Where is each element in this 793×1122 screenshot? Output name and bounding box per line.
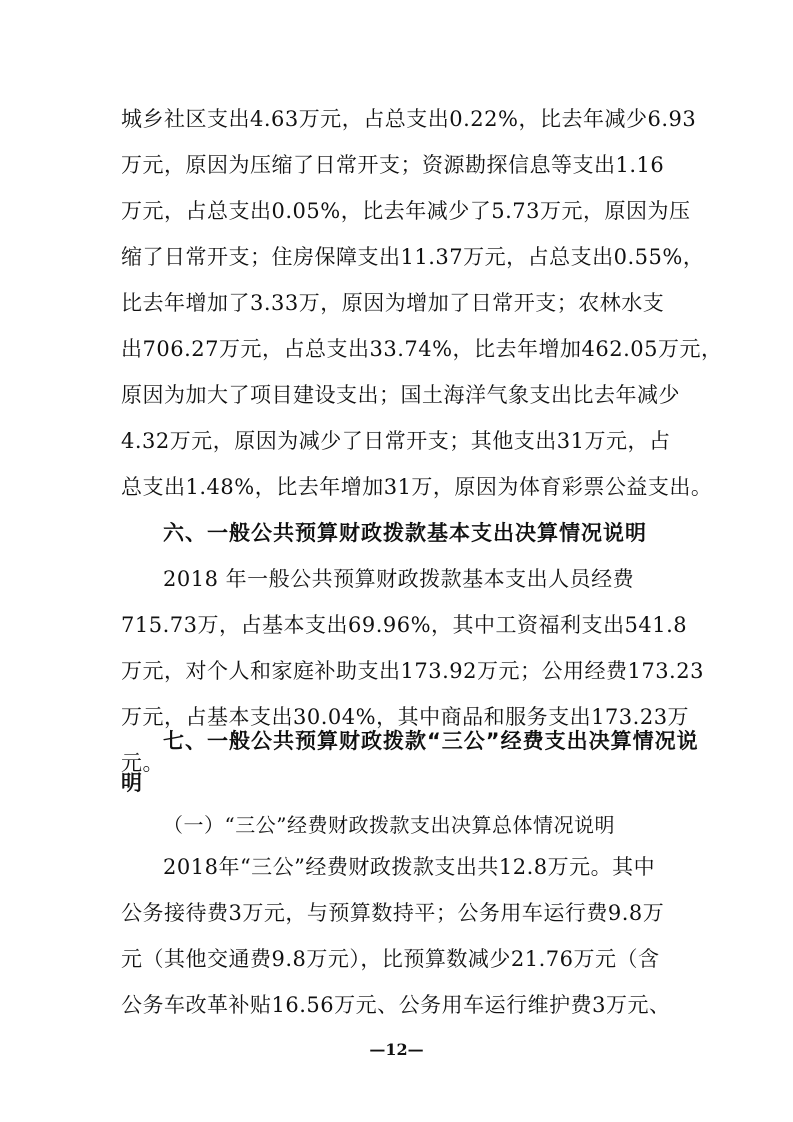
paragraph-line: 4.32万元，原因为减少了日常开支；其他支出31万元，占 [121, 429, 671, 453]
paragraph-line: 2018 年一般公共预算财政拨款基本支出人员经费 [163, 567, 635, 591]
paragraph-line: 公务车改革补贴16.56万元、公务用车运行维护费3万元、 [121, 993, 671, 1017]
paragraph-line: 原因为加大了项目建设支出；国土海洋气象支出比去年减少 [121, 383, 680, 407]
paragraph-line: 比去年增加了3.33万，原因为增加了日常开支；农林水支 [121, 291, 665, 315]
paragraph-line: 万元，占基本支出30.04%，其中商品和服务支出173.23万 [121, 705, 690, 729]
paragraph-line: 总支出1.48%，比去年增加31万，原因为体育彩票公益支出。 [121, 475, 713, 499]
paragraph-line: 缩了日常开支；住房保障支出11.37万元，占总支出0.55%， [121, 245, 705, 269]
paragraph-line: 元（其他交通费9.8万元），比预算数减少21.76万元（含 [121, 947, 660, 971]
paragraph-line: 2018年“三公”经费财政拨款支出共12.8万元。其中 [163, 855, 656, 879]
paragraph-line: 出706.27万元，占总支出33.74%，比去年增加462.05万元， [121, 337, 723, 361]
paragraph-line: 万元，占总支出0.05%，比去年减少了5.73万元，原因为压 [121, 199, 691, 223]
paragraph-line: 715.73万，占基本支出69.96%，其中工资福利支出541.8 [121, 613, 688, 637]
page-number: —12— [369, 1040, 424, 1059]
subsection-heading: （一）“三公”经费财政拨款支出决算总体情况说明 [163, 813, 615, 837]
section-heading: 七、一般公共预算财政拨款“三公”经费支出决算情况说 [163, 729, 699, 753]
paragraph-line: 公务接待费3万元，与预算数持平；公务用车运行费9.8万 [121, 901, 665, 925]
paragraph-line: 万元，原因为压缩了日常开支；资源勘探信息等支出1.16 [121, 153, 665, 177]
paragraph-line: 万元，对个人和家庭补助支出173.92万元；公用经费173.23 [121, 659, 704, 683]
section-heading: 六、一般公共预算财政拨款基本支出决算情况说明 [163, 521, 647, 545]
paragraph-line: 元。 [121, 751, 164, 775]
paragraph-line: 城乡社区支出4.63万元，占总支出0.22%，比去年减少6.93 [121, 107, 697, 131]
section-heading-continued: 明 [121, 771, 143, 795]
